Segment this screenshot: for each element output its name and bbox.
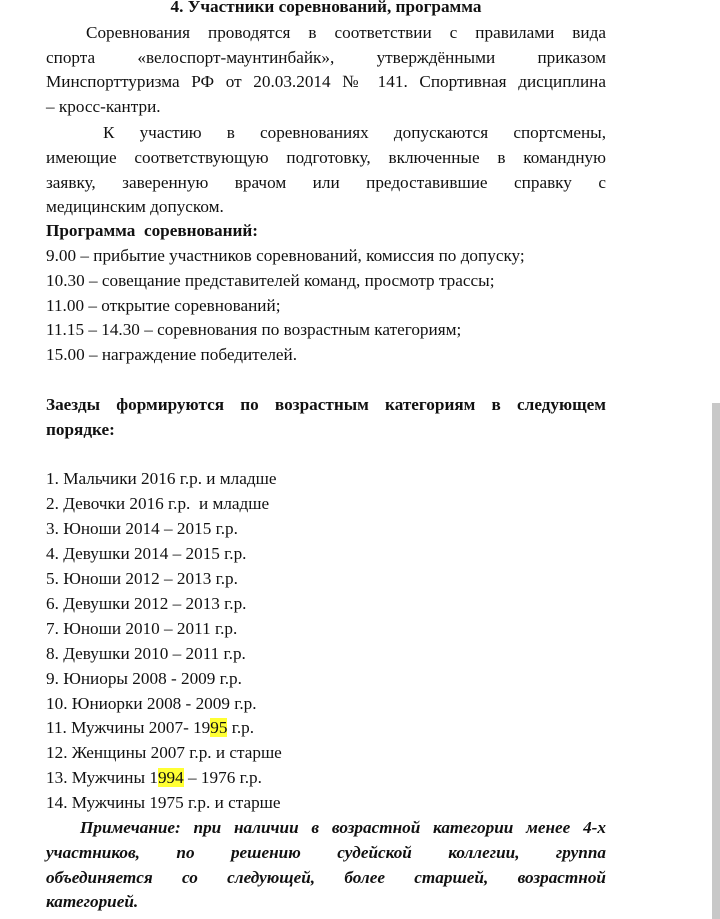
category-item: 6. Девушки 2012 – 2013 г.р. (46, 594, 247, 613)
note-line-2: участников, по решению судейской коллегии, группа (46, 843, 606, 862)
intro-line-4: – кросс-кантри. (46, 97, 161, 116)
category-item: 3. Юноши 2014 – 2015 г.р. (46, 519, 238, 538)
highlighted-text: 994 (157, 768, 184, 787)
intro-line-1: Соревнования проводятся в соответствии с правилами вида (86, 23, 606, 42)
admission-line-3: заявку, заверенную врачом или предоставившие справку с (46, 173, 606, 192)
intro-line-2: спорта «велоспорт-маунтинбайк», утверждёнными приказом (46, 48, 606, 67)
category-text: – 1976 г.р. (183, 768, 262, 787)
category-item: 8. Девушки 2010 – 2011 г.р. (46, 644, 246, 663)
category-item: 5. Юноши 2012 – 2013 г.р. (46, 569, 238, 588)
note-line-1: Примечание: при наличии в возрастной категории менее 4-х (80, 818, 606, 837)
category-item-highlighted (46, 718, 254, 738)
program-title: Программа соревнований: (46, 221, 259, 240)
category-text: 11. Мужчины 2007- 19 (46, 718, 211, 737)
category-item: 9. Юниоры 2008 - 2009 г.р. (46, 669, 242, 688)
admission-line-2: имеющие соответствующую подготовку, включенные в командную (46, 148, 606, 167)
intro-line-3: Минспорттуризма РФ от 20.03.2014 № 141. Спортивная дисциплина (46, 72, 606, 91)
category-text: г.р. (227, 718, 255, 737)
heats-title-line-1: Заезды формируются по возрастным категориям в следующем (46, 395, 606, 414)
section-heading: 4. Участники соревнований, программа (170, 0, 482, 16)
category-item: 10. Юниорки 2008 - 2009 г.р. (46, 694, 257, 713)
category-text: 13. Мужчины 1 (46, 768, 158, 787)
vertical-scrollbar[interactable] (712, 403, 720, 919)
category-item: 7. Юноши 2010 – 2011 г.р. (46, 619, 238, 638)
highlighted-text: 95 (210, 718, 228, 737)
note-line-4: категорией. (46, 892, 139, 911)
category-item: 14. Мужчины 1975 г.р. и старше (46, 793, 281, 812)
category-item: 12. Женщины 2007 г.р. и старше (46, 743, 282, 762)
category-item-highlighted (46, 768, 262, 788)
heats-title-line-2: порядке: (46, 420, 115, 439)
program-item: 15.00 – награждение победителей. (46, 345, 298, 364)
admission-line-4: медицинским допуском. (46, 197, 224, 216)
program-item: 11.15 – 14.30 – соревнования по возрастным категориям; (46, 320, 462, 339)
category-item: 1. Мальчики 2016 г.р. и младше (46, 469, 277, 488)
program-item: 9.00 – прибытие участников соревнований, комиссия по допуску; (46, 246, 525, 265)
category-item: 2. Девочки 2016 г.р. и младше (46, 494, 270, 513)
note-line-3: объединяется со следующей, более старшей, возрастной (46, 868, 606, 887)
category-item: 4. Девушки 2014 – 2015 г.р. (46, 544, 247, 563)
program-item: 10.30 – совещание представителей команд, просмотр трассы; (46, 271, 495, 290)
program-item: 11.00 – открытие соревнований; (46, 296, 281, 315)
admission-line-1: К участию в соревнованиях допускаются спортсмены, (103, 123, 606, 142)
